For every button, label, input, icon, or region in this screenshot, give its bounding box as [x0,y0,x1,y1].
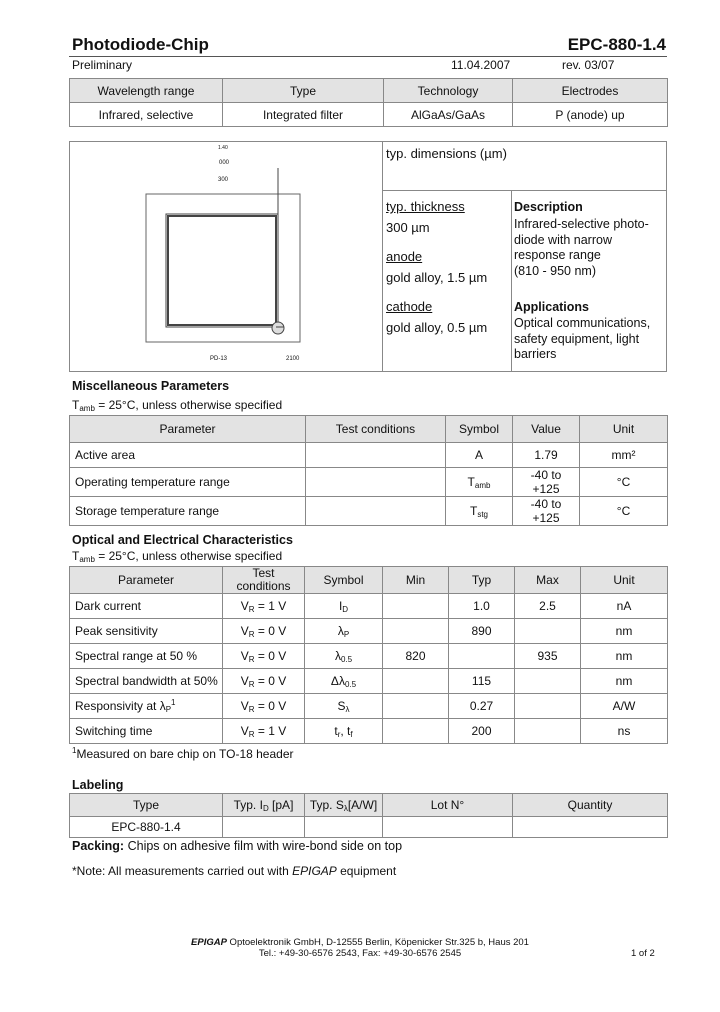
cond-rest: = 0 V [254,673,287,688]
dimensions-detail-cell [382,190,512,372]
optical-header: Unit [581,567,668,594]
page-number: 1 of 2 [631,948,655,959]
cond-sub: R [248,604,255,614]
table-row [70,594,668,619]
header-rule [69,56,667,57]
status-label: Preliminary [72,58,133,72]
description-line: Infrared-selective photo- [514,217,649,231]
symbol-subscript: D [342,604,349,614]
misc-conditions [72,398,282,413]
cond-sub: R [248,704,255,714]
optical-table [69,566,668,744]
labeling-header: Quantity [513,794,668,817]
symbol: Δλ [330,673,345,688]
footnote-ref: 1 [171,698,176,707]
overview-header: Type [223,79,384,103]
cond-subscript: amb [79,404,95,413]
footer-contact: Tel.: +49-30-6576 2543, Fax: +49-30-6576 2545 [258,948,462,959]
table-row [70,817,668,838]
optical-heading: Optical and Electrical Characteristics [72,533,293,547]
overview-header: Technology [384,79,513,103]
max-cell: 2.5 [515,594,581,619]
symbol: λ [334,648,341,663]
symbol-cell [305,619,383,644]
cond-v: V [240,598,249,613]
unit-cell: mm² [580,443,668,468]
typ-cell [449,644,515,669]
cond-cell [306,468,446,497]
cond-cell [223,594,305,619]
labeling-header [223,794,305,817]
max-cell [515,619,581,644]
symbol-cell [305,644,383,669]
labeling-header [305,794,383,817]
thickness-value: 300 µm [386,220,430,235]
table-row [70,497,668,526]
optical-header: Typ [449,567,515,594]
unit-cell: A/W [581,694,668,719]
unit-cell: nm [581,644,668,669]
part-number: EPC-880-1.4 [567,35,666,54]
min-cell [383,719,449,744]
optical-header: Symbol [305,567,383,594]
max-cell: 935 [515,644,581,669]
chip-code-label: PD-13 [210,356,228,362]
optical-header: Parameter [70,567,223,594]
param-cell: Operating temperature range [70,468,306,497]
table-row [70,669,668,694]
description-cell [511,190,667,372]
param-cell: Dark current [70,594,223,619]
cond-v: V [240,623,249,638]
unit-cell: ns [581,719,668,744]
note-brand: EPIGAP [292,864,337,878]
footnote [72,746,293,761]
header-text: Typ. I [233,797,263,812]
symbol-subscript: 0.5 [344,679,357,689]
symbol-cell [305,594,383,619]
chip-size-label: 2100 [286,356,300,362]
symbol-cell [305,719,383,744]
unit-cell: °C [580,468,668,497]
cond-text: = 25°C, unless otherwise specified [94,549,283,563]
symbol-cell [305,669,383,694]
applications-line: safety equipment, light [514,331,640,346]
lot-cell [383,817,513,838]
revision-label: rev. 03/07 [562,58,615,72]
misc-header: Parameter [70,416,306,443]
date-label: 11.04.2007 [451,58,511,72]
table-row [70,619,668,644]
param-text: Responsivity at λ [75,699,166,713]
applications-line: barriers [514,347,557,361]
footnote-text: Measured on bare chip on TO-18 header [76,747,294,761]
symbol-2-subscript: f [350,729,353,739]
description-line: response range [514,248,601,262]
cond-cell [306,443,446,468]
overview-cell: Infrared, selective [70,103,223,127]
measurement-note [72,864,396,878]
symbol-cell [305,694,383,719]
anode-label: anode [386,249,423,264]
page-title: Photodiode-Chip [72,35,209,54]
cond-cell [306,497,446,526]
note-prefix: *Note: All measurements carried out with [72,864,293,878]
symbol-subscript: stg [477,509,488,519]
packing-label: Packing: [72,839,125,853]
cond-v: V [240,673,249,688]
anode-value: gold alloy, 1.5 µm [386,270,488,285]
responsivity-cell [305,817,383,838]
value-cell: 1.79 [513,443,580,468]
max-cell [515,669,581,694]
labeling-header: Lot N° [383,794,513,817]
description-text [514,217,649,279]
cond-cell [223,669,305,694]
cond-rest: = 0 V [254,623,287,638]
applications-line: Optical communications, [514,316,651,330]
param-cell: Spectral bandwidth at 50% [70,669,223,694]
cond-rest: = 1 V [254,723,287,738]
header-subscript: λ [343,803,348,813]
table-row [70,644,668,669]
cond-cell [223,644,305,669]
symbol: t [334,723,338,738]
packing-text: Chips on adhesive film with wire-bond side on top [127,839,403,853]
min-cell [383,619,449,644]
description-line: diode with narrow [514,232,612,247]
cond-rest: = 0 V [254,648,287,663]
unit-cell: nA [581,594,668,619]
typ-cell: 115 [449,669,515,694]
param-cell: Switching time [70,719,223,744]
footer-address [0,937,720,948]
header-unit: [pA] [268,797,294,812]
symbol-cell [446,468,513,497]
table-row [70,468,668,497]
cathode-label: cathode [386,299,433,314]
dimensions-header-cell [382,141,667,191]
description-heading: Description [514,200,583,214]
min-cell [383,694,449,719]
applications-text [514,316,650,363]
dim-label-mid: 000 [219,160,230,166]
dim-label-low: 300 [218,177,229,183]
symbol-subscript: amb [474,480,491,490]
symbol-subscript: P [343,629,350,639]
unit-cell: nm [581,619,668,644]
optical-header: Max [515,567,581,594]
overview-cell: AlGaAs/GaAs [384,103,513,127]
unit-cell: °C [580,497,668,526]
labeling-table [69,793,668,838]
min-cell: 820 [383,644,449,669]
applications-heading: Applications [514,300,590,314]
optical-header: Test conditions [223,567,305,594]
note-suffix: equipment [336,864,397,878]
footer-brand: EPIGAP [191,937,227,948]
description-line: (810 - 950 nm) [514,263,596,278]
quantity-cell [513,817,668,838]
value-cell: -40 to +125 [513,468,580,497]
overview-header: Electrodes [513,79,668,103]
cond-v: V [240,698,249,713]
symbol-cell [446,497,513,526]
table-row [70,719,668,744]
misc-header: Symbol [446,416,513,443]
cond-symbol: T [72,549,80,563]
symbol: λ [337,623,344,638]
header-unit: [A/W] [347,797,378,812]
cond-text: = 25°C, unless otherwise specified [94,398,283,412]
param-subscript: P [165,705,172,714]
footer-address-text: Optoelektronik GmbH, D-12555 Berlin, Köpenicker Str.325 b, Haus 201 [226,937,529,948]
symbol: T [467,474,475,489]
header-subscript: D [262,803,269,813]
overview-cell: Integrated filter [223,103,384,127]
max-cell [515,694,581,719]
symbol-subscript: 0.5 [340,654,353,664]
type-cell: EPC-880-1.4 [70,817,223,838]
packing-line [72,839,402,853]
typ-cell: 890 [449,619,515,644]
cathode-value: gold alloy, 0.5 µm [386,320,488,335]
typ-cell: 1.0 [449,594,515,619]
labeling-heading: Labeling [72,778,124,792]
table-row [70,694,668,719]
misc-heading: Miscellaneous Parameters [72,379,230,393]
symbol: T [469,503,478,518]
cond-sub: R [248,729,255,739]
symbol: A [474,448,483,462]
cond-sub: R [248,679,255,689]
overview-header: Wavelength range [70,79,223,103]
cond-v: V [240,723,249,738]
param-cell [70,694,223,719]
cond-rest: = 0 V [254,698,287,713]
cond-rest: = 1 V [254,598,287,613]
cond-sub: R [248,629,255,639]
min-cell [383,669,449,694]
symbol-subscript: r [337,729,341,739]
param-cell: Active area [70,443,306,468]
optical-header: Min [383,567,449,594]
cond-sub: R [248,654,255,664]
min-cell [383,594,449,619]
max-cell [515,719,581,744]
optical-conditions [72,549,282,564]
symbol-cell [446,443,513,468]
cond-cell [223,694,305,719]
value-cell: -40 to +125 [513,497,580,526]
misc-header: Unit [580,416,668,443]
typ-cell: 0.27 [449,694,515,719]
symbol: I [338,598,343,613]
thickness-label: typ. thickness [386,199,465,214]
footnote-mark: 1 [72,746,77,755]
cond-cell [223,619,305,644]
unit-cell: nm [581,669,668,694]
cond-cell [223,719,305,744]
param-cell: Peak sensitivity [70,619,223,644]
dark-current-cell [223,817,305,838]
misc-table [69,415,668,526]
symbol-2: , t [340,723,351,738]
misc-header: Test conditions [306,416,446,443]
cond-v: V [240,648,249,663]
misc-header: Value [513,416,580,443]
cond-symbol: T [72,398,80,412]
table-row [70,443,668,468]
labeling-header: Type [70,794,223,817]
cond-subscript: amb [79,555,95,564]
dimensions-heading: typ. dimensions (µm) [386,146,507,161]
overview-table [69,78,668,127]
chip-drawing-panel [69,141,383,372]
typ-cell: 200 [449,719,515,744]
symbol: S [337,698,346,713]
header-text: Typ. S [309,797,344,812]
symbol-subscript: λ [345,704,350,714]
dim-label-top: 1.40 [218,145,228,151]
overview-cell: P (anode) up [513,103,668,127]
param-cell: Spectral range at 50 % [70,644,223,669]
param-cell: Storage temperature range [70,497,306,526]
